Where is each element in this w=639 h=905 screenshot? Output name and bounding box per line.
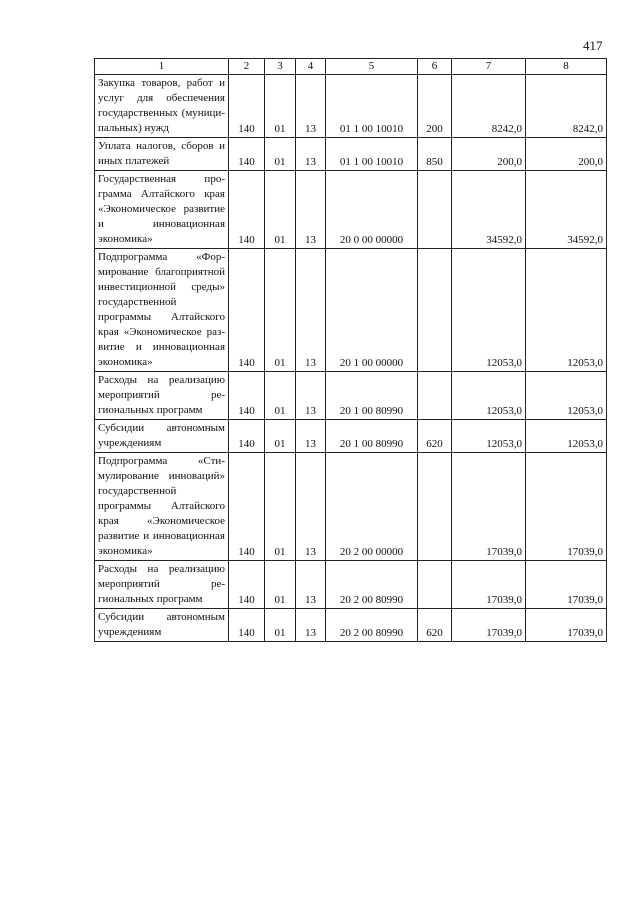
target-article-cell: 01 1 00 10010 [326,138,418,171]
expense-name-cell: Расходы на реализацию мероприятий региональных программ [95,561,229,609]
amount-cell: 12053,0 [526,420,607,453]
header-cell: 6 [418,59,452,75]
target-article-cell: 20 1 00 80990 [326,420,418,453]
amount-cell: 12053,0 [526,249,607,372]
amount-cell: 17039,0 [452,561,526,609]
amount-cell: 17039,0 [526,561,607,609]
expense-name-cell: Субсидии автономным учреждениям [95,609,229,642]
subsection-code-cell: 13 [296,75,326,138]
table-row [95,372,607,420]
table-row [95,561,607,609]
ministry-code-cell: 140 [229,561,265,609]
amount-cell: 12053,0 [526,372,607,420]
section-code-cell: 01 [265,249,296,372]
expense-name-cell: Государственная программа Алтайского края «Экономическое развитие и инновационная экономика» [95,171,229,249]
page-number: 417 [583,38,603,53]
table-row [95,609,607,642]
section-code-cell: 01 [265,453,296,561]
ministry-code-cell: 140 [229,138,265,171]
expense-type-cell [418,171,452,249]
ministry-code-cell: 140 [229,420,265,453]
target-article-cell: 20 2 00 80990 [326,609,418,642]
amount-cell: 8242,0 [526,75,607,138]
table-row [95,138,607,171]
expense-type-cell [418,561,452,609]
amount-cell: 34592,0 [452,171,526,249]
budget-table [94,58,607,642]
expense-type-cell: 850 [418,138,452,171]
ministry-code-cell: 140 [229,453,265,561]
header-cell: 4 [296,59,326,75]
expense-type-cell [418,249,452,372]
section-code-cell: 01 [265,372,296,420]
subsection-code-cell: 13 [296,561,326,609]
expense-name-cell: Расходы на реализацию мероприятий региональных программ [95,372,229,420]
ministry-code-cell: 140 [229,609,265,642]
section-code-cell: 01 [265,75,296,138]
table-row [95,171,607,249]
section-code-cell: 01 [265,171,296,249]
expense-name-cell: Закупка товаров, работ и услуг для обеспечения государственных (муниципальных) нужд [95,75,229,138]
amount-cell: 17039,0 [526,609,607,642]
amount-cell: 17039,0 [452,453,526,561]
amount-cell: 8242,0 [452,75,526,138]
header-row [95,59,607,75]
target-article-cell: 20 2 00 00000 [326,453,418,561]
header-cell: 2 [229,59,265,75]
subsection-code-cell: 13 [296,372,326,420]
amount-cell: 12053,0 [452,420,526,453]
header-cell: 1 [95,59,229,75]
expense-type-cell [418,453,452,561]
amount-cell: 12053,0 [452,372,526,420]
expense-type-cell: 620 [418,609,452,642]
target-article-cell: 01 1 00 10010 [326,75,418,138]
section-code-cell: 01 [265,609,296,642]
target-article-cell: 20 0 00 00000 [326,171,418,249]
section-code-cell: 01 [265,561,296,609]
section-code-cell: 01 [265,138,296,171]
table-row [95,75,607,138]
expense-type-cell: 200 [418,75,452,138]
subsection-code-cell: 13 [296,249,326,372]
amount-cell: 200,0 [452,138,526,171]
ministry-code-cell: 140 [229,372,265,420]
table-row [95,420,607,453]
amount-cell: 17039,0 [526,453,607,561]
subsection-code-cell: 13 [296,453,326,561]
target-article-cell: 20 1 00 80990 [326,372,418,420]
subsection-code-cell: 13 [296,138,326,171]
header-cell: 5 [326,59,418,75]
table-row [95,249,607,372]
amount-cell: 17039,0 [452,609,526,642]
amount-cell: 200,0 [526,138,607,171]
subsection-code-cell: 13 [296,609,326,642]
table-row [95,453,607,561]
expense-name-cell: Уплата налогов, сборов и иных платежей [95,138,229,171]
amount-cell: 12053,0 [452,249,526,372]
target-article-cell: 20 1 00 00000 [326,249,418,372]
header-cell: 8 [526,59,607,75]
ministry-code-cell: 140 [229,171,265,249]
header-cell: 3 [265,59,296,75]
expense-type-cell [418,372,452,420]
ministry-code-cell: 140 [229,75,265,138]
subsection-code-cell: 13 [296,171,326,249]
expense-name-cell: Субсидии автономным учреждениям [95,420,229,453]
ministry-code-cell: 140 [229,249,265,372]
subsection-code-cell: 13 [296,420,326,453]
expense-name-cell: Подпрограмма «Стимулирование инноваций» государственной программы Алтайского края «Экономическое развитие и инновационная экономика» [95,453,229,561]
expense-type-cell: 620 [418,420,452,453]
target-article-cell: 20 2 00 80990 [326,561,418,609]
expense-name-cell: Подпрограмма «Формирование благоприятной инвестиционной среды» государственной программы Алтайского края «Экономическое развитие и инновационная экономика» [95,249,229,372]
header-cell: 7 [452,59,526,75]
section-code-cell: 01 [265,420,296,453]
amount-cell: 34592,0 [526,171,607,249]
